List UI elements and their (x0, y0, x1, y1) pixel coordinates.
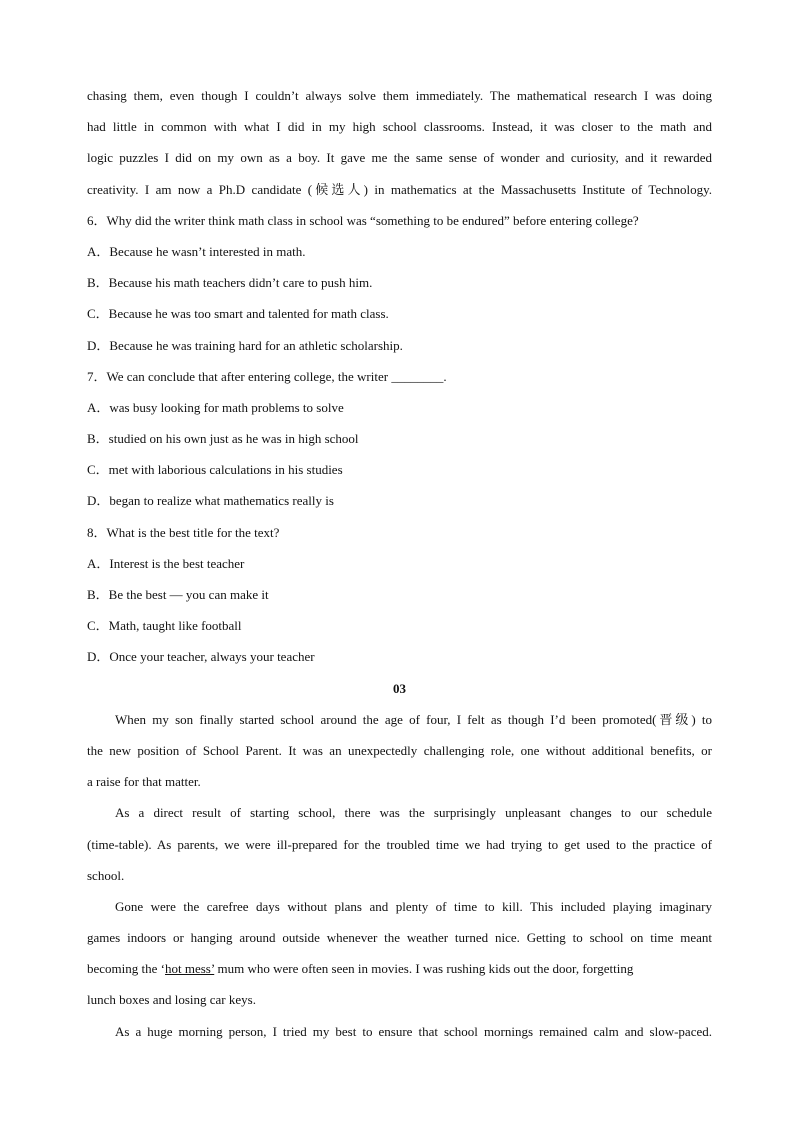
question-6-option-b: B．Because his math teachers didn’t care to push him. (87, 275, 373, 291)
passage-line: chasing them, even though I couldn’t always solve them immediately. The mathematical research I was doing (87, 88, 712, 103)
question-8-stem: 8．What is the best title for the text? (87, 524, 280, 540)
passage-line (87, 953, 712, 984)
question-7-option-b: B．studied on his own just as he was in high school (87, 431, 359, 447)
question-7-stem: 7．We can conclude that after entering college, the writer ________. (87, 368, 447, 384)
passage-line: the new position of School Parent. It was an unexpectedly challenging role, one without additional benefits, or (87, 742, 712, 758)
document-content (87, 80, 712, 1047)
question-7-option-d: D．began to realize what mathematics really is (87, 493, 334, 509)
question-6-stem: 6．Why did the writer think math class in school was “something to be endured” before entering college? (87, 212, 639, 228)
passage-line: As a huge morning person, I tried my best to ensure that school mornings remained calm and slow-paced. (115, 1023, 712, 1039)
text-span: mum who were often seen in movies. I was rushing kids out the door, forgetting (214, 961, 634, 977)
question-6-option-c: C．Because he was too smart and talented for math class. (87, 306, 389, 322)
question-8-option-a: A．Interest is the best teacher (87, 555, 245, 571)
passage-line: lunch boxes and losing car keys. (87, 992, 256, 1008)
question-6-option-a: A．Because he wasn’t interested in math. (87, 243, 306, 259)
text-span: becoming the ‘ (87, 961, 165, 977)
question-8-option-d: D．Once your teacher, always your teacher (87, 649, 315, 665)
passage-line: school. (87, 867, 125, 883)
question-7-option-c: C．met with laborious calculations in his studies (87, 462, 343, 478)
question-8-option-c: C．Math, taught like football (87, 618, 242, 634)
underlined-phrase: hot mess’ (164, 961, 215, 977)
passage-line: Gone were the carefree days without plans and plenty of time to kill. This included playing imaginary (115, 898, 712, 914)
passage-line: games indoors or hanging around outside whenever the weather turned nice. Getting to school on time meant (87, 930, 712, 946)
question-8-option-b: B．Be the best — you can make it (87, 587, 269, 602)
passage-line: (time-table). As parents, we were ill-prepared for the troubled time we had trying to get used to the practice of (87, 836, 712, 852)
passage-line: had little in common with what I did in my high school classrooms. Instead, it was closer to the math and (87, 119, 712, 135)
passage-line: creativity. I am now a Ph.D candidate (候选人) in mathematics at the Massachusetts Institute of Technology. (87, 181, 712, 197)
section-number: 03 (393, 680, 406, 696)
passage-line: a raise for that matter. (87, 774, 201, 790)
passage-line: logic puzzles I did on my own as a boy. It gave me the same sense of wonder and curiosity, and it rewarded (87, 150, 712, 166)
question-6-option-d: D．Because he was training hard for an athletic scholarship. (87, 337, 403, 353)
passage-line: As a direct result of starting school, there was the surprisingly unpleasant changes to our schedule (115, 805, 712, 821)
question-7-option-a: A．was busy looking for math problems to solve (87, 399, 344, 415)
passage-line: When my son finally started school around the age of four, I felt as though I’d been promoted(晋级) to (115, 711, 712, 727)
